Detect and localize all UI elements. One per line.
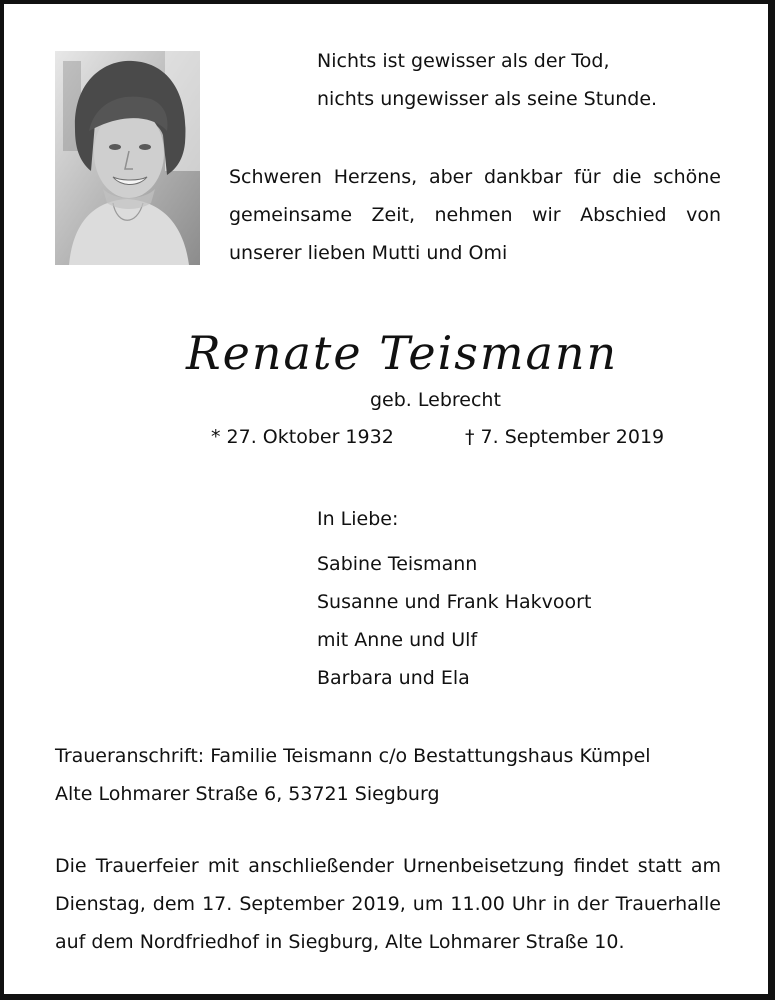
motto-line-2: nichts ungewisser als seine Stunde. bbox=[317, 88, 658, 110]
address-line-1: Traueranschrift: Familie Teismann c/o Bestattungshaus Kümpel bbox=[55, 745, 651, 767]
address-line-2: Alte Lohmarer Straße 6, 53721 Siegburg bbox=[55, 783, 440, 805]
motto-line-1: Nichts ist gewisser als der Tod, bbox=[317, 50, 610, 72]
mourner-name: Susanne und Frank Hakvoort bbox=[317, 591, 592, 613]
intro-line-3: unserer lieben Mutti und Omi bbox=[229, 242, 508, 264]
ceremony-line-3: auf dem Nordfriedhof in Siegburg, Alte Lohmarer Straße 10. bbox=[55, 931, 625, 953]
ceremony-paragraph bbox=[55, 855, 721, 969]
portrait-image bbox=[55, 51, 200, 265]
mourners-heading: In Liebe: bbox=[317, 508, 399, 530]
portrait-photo bbox=[55, 51, 200, 265]
mourner-name: mit Anne und Ulf bbox=[317, 629, 478, 651]
intro-line-2: gemeinsame Zeit, nehmen wir Abschied von bbox=[229, 204, 721, 226]
birth-date: * 27. Oktober 1932 bbox=[211, 426, 394, 448]
death-date: † 7. September 2019 bbox=[465, 426, 665, 448]
mourner-name: Barbara und Ela bbox=[317, 667, 470, 689]
deceased-name: Renate Teismann bbox=[186, 326, 619, 380]
intro-paragraph bbox=[229, 166, 721, 280]
ceremony-line-1: Die Trauerfeier mit anschließender Urnenbeisetzung findet statt am bbox=[55, 855, 721, 877]
ceremony-line-2: Dienstag, dem 17. September 2019, um 11.00 Uhr in der Trauerhalle bbox=[55, 893, 721, 915]
mourner-name: Sabine Teismann bbox=[317, 553, 478, 575]
intro-line-1: Schweren Herzens, aber dankbar für die schöne bbox=[229, 166, 721, 188]
maiden-name: geb. Lebrecht bbox=[370, 389, 501, 411]
